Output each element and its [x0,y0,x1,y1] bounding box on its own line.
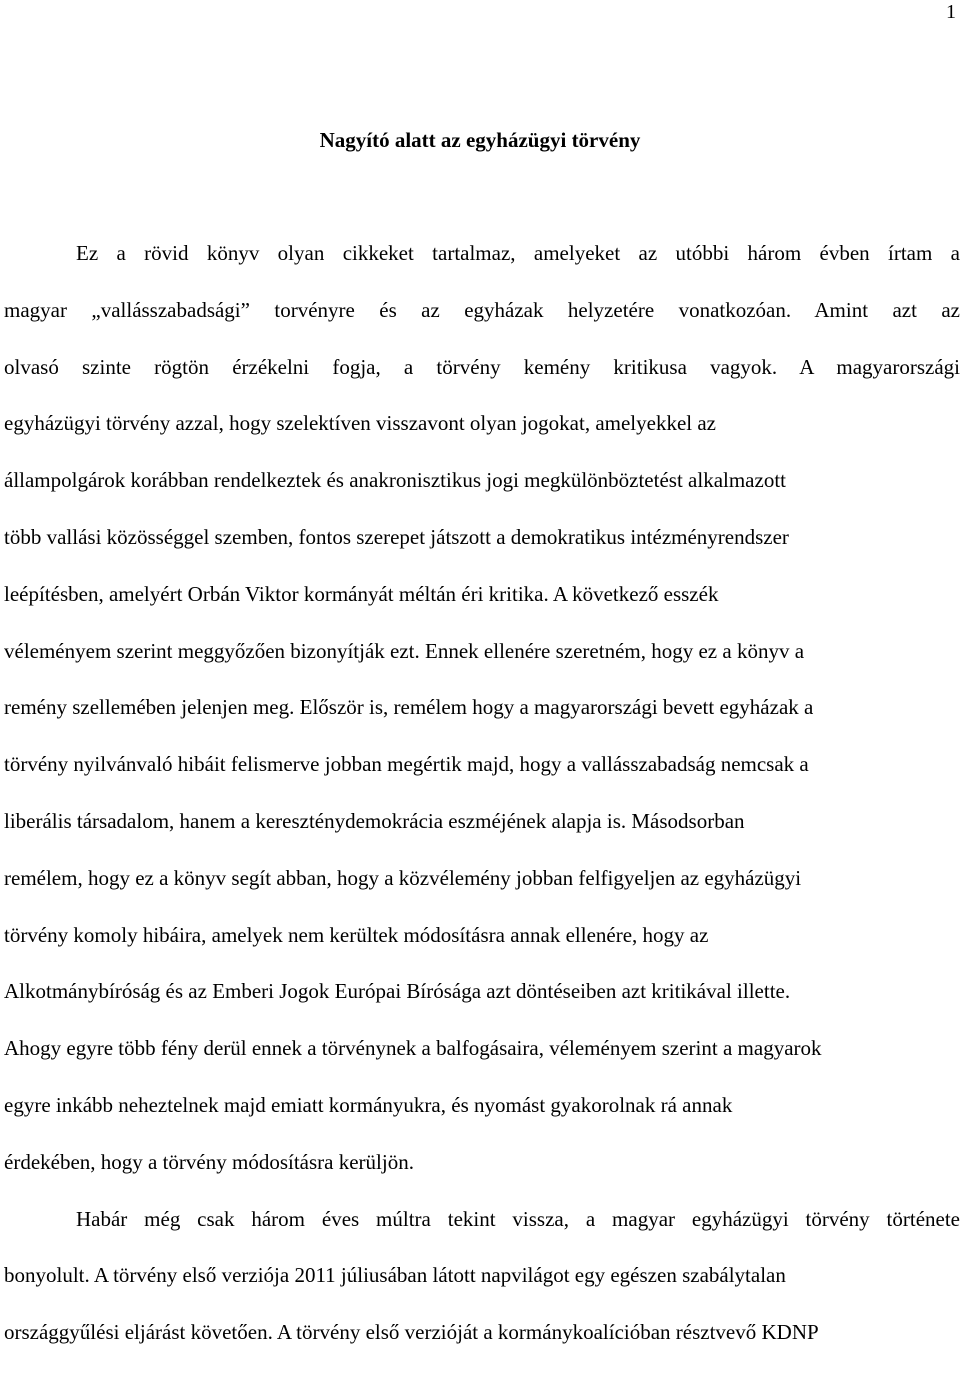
text-line: leépítésben, amelyért Orbán Viktor kormányát méltán éri kritika. A következő esszék [4,581,719,606]
document-title: Nagyító alatt az egyházügyi törvény [319,128,641,152]
text-line: egyházügyi törvény azzal, hogy szelektíven visszavont olyan jogokat, amelyekkel az [4,411,717,436]
text-line: Ahogy egyre több fény derül ennek a törvénynek a balfogásaira, véleményem szerint a magyarok [4,1036,822,1061]
text-line: érdekében, hogy a törvény módosításra kerüljön. [4,1149,414,1174]
text-line: egyre inkább neheztelnek majd emiatt kormányukra, és nyomást gyakorolnak rá annak [4,1092,733,1117]
text-line: Alkotmánybíróság és az Emberi Jogok Európai Bírósága azt döntéseiben azt kritikával illette. [4,979,791,1004]
body-text [4,237,960,1373]
text-line: törvény nyilvánvaló hibáit felismerve jobban megértik majd, hogy a vallásszabadság nemcsak a [4,752,809,777]
text-line: országgyűlési eljárást követően. A törvény első verzióját a kormánykoalícióban résztvevő KDNP [4,1320,819,1345]
text-line: bonyolult. A törvény első verziója 2011 júliusában látott napvilágot egy egészen szabálytalan [4,1263,786,1288]
text-line: Ez a rövid könyv olyan cikkeket tartalmaz, amelyeket az utóbbi három évben írtam a [76,241,960,265]
page-number: 1 [946,1,956,23]
text-line: állampolgárok korábban rendelkeztek és anakronisztikus jogi megkülönböztetést alkalmazott [4,468,786,493]
text-line: magyar „vallásszabadsági” torvényre és az egyházak helyzetére vonatkozóan. Amint azt az [4,297,960,322]
text-line: törvény komoly hibáira, amelyek nem kerültek módosításra annak ellenére, hogy az [4,922,709,947]
text-line: Habár még csak három éves múltra tekint vissza, a magyar egyházügyi törvény története [76,1206,960,1231]
text-line: olvasó szinte rögtön érzékelni fogja, a törvény kemény kritikusa vagyok. A magyarországi [4,354,960,379]
text-line: remélem, hogy ez a könyv segít abban, hogy a közvélemény jobban felfigyeljen az egyházügyi [4,865,802,890]
text-line: remény szellemében jelenjen meg. Először is, remélem hogy a magyarországi bevett egyházak a [4,695,814,720]
text-line: véleményem szerint meggyőzően bizonyítják ezt. Ennek ellenére szeretném, hogy ez a könyv a [4,638,805,663]
text-line: liberális társadalom, hanem a kereszténydemokrácia eszméjének alapja is. Másodsorban [4,808,745,833]
text-line: több vallási közösséggel szemben, fontos szerepet játszott a demokratikus intézményrendszer [4,524,789,549]
